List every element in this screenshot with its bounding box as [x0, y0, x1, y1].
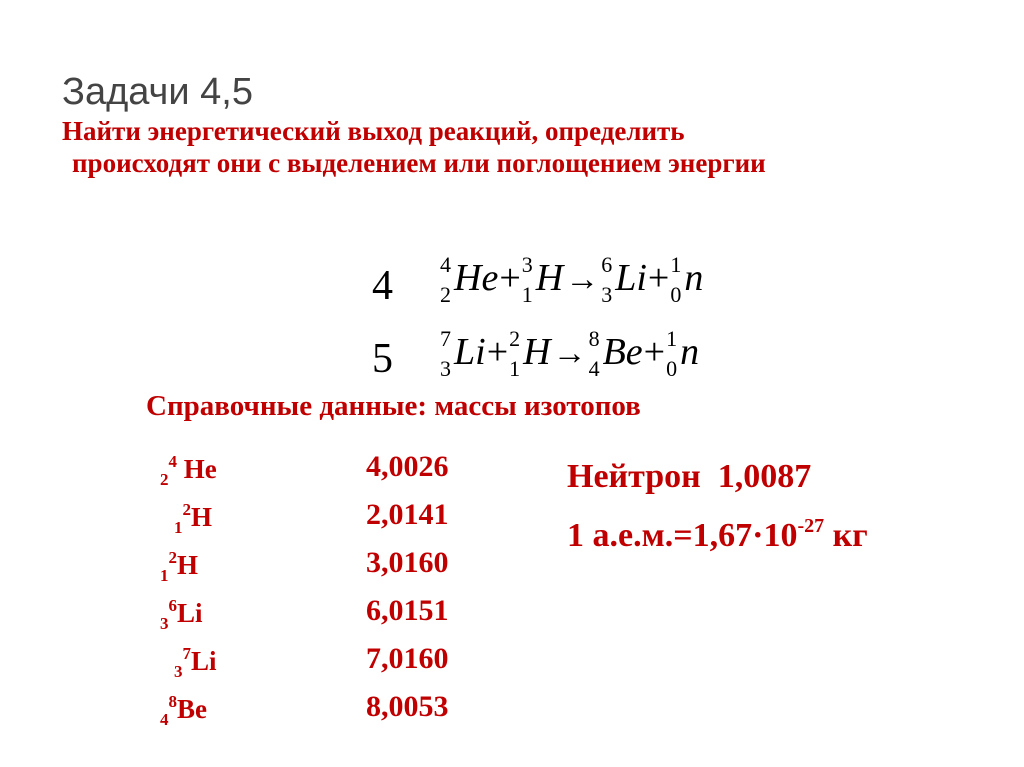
nuclide — [440, 326, 486, 381]
charge-number: 0 — [666, 356, 678, 381]
nuclide-indices — [670, 252, 684, 307]
amu-text: 1 а.е.м.=1,67·10 — [567, 517, 798, 554]
isotope-mass: 7,0160 — [366, 642, 449, 675]
equation-number-4: 4 — [372, 263, 393, 309]
isotope-mass: 6,0151 — [366, 594, 449, 627]
reaction-arrow: → — [552, 335, 587, 372]
isotope-label — [160, 596, 203, 634]
mass-number: 3 — [521, 252, 533, 277]
isotope-label — [160, 452, 217, 490]
element-symbol: n — [680, 331, 700, 373]
mass-number: 6 — [601, 252, 613, 277]
charge-number: 3 — [440, 356, 451, 381]
mass-number: 8 — [588, 326, 600, 351]
reference-title: Справочные данные: массы изотопов — [146, 390, 641, 422]
mass-number: 2 — [182, 500, 191, 519]
isotope-label — [174, 644, 217, 682]
element-symbol: H — [177, 550, 199, 580]
element-symbol: Li — [191, 646, 217, 676]
amu-exponent: -27 — [797, 515, 825, 537]
charge-number: 1 — [160, 566, 169, 585]
element-symbol: n — [684, 257, 704, 299]
isotope-label — [160, 548, 198, 586]
element-symbol: Be — [177, 694, 207, 724]
nuclide — [509, 326, 551, 381]
charge-number: 1 — [509, 356, 521, 381]
equation-number-5: 5 — [372, 336, 393, 382]
mass-number: 2 — [168, 548, 177, 567]
nuclide-indices — [601, 252, 615, 307]
nuclide-indices — [521, 252, 536, 307]
isotope-mass: 8,0053 — [366, 690, 449, 723]
charge-number: 4 — [588, 356, 600, 381]
nuclide — [588, 326, 643, 381]
element-symbol: H — [535, 257, 564, 299]
mass-number: 8 — [168, 692, 177, 711]
nuclide — [521, 252, 564, 307]
element-symbol: He — [454, 257, 499, 299]
reaction-equation-4 — [440, 252, 704, 307]
amu-definition — [567, 515, 868, 555]
page-title: Задачи 4,5 — [62, 71, 253, 113]
plus-sign: + — [643, 331, 666, 373]
isotope-mass: 3,0160 — [366, 546, 449, 579]
task-text-line-1: Найти энергетический выход реакций, определить — [62, 116, 685, 146]
mass-number: 6 — [168, 596, 177, 615]
nuclide-indices — [666, 326, 680, 381]
mass-number: 7 — [182, 644, 191, 663]
mass-number: 1 — [666, 326, 678, 351]
charge-number: 3 — [174, 662, 183, 681]
nuclide-indices — [440, 326, 454, 381]
neutron-mass-value: 1,0087 — [717, 458, 812, 495]
nuclide-indices — [509, 326, 523, 381]
charge-number: 3 — [601, 282, 613, 307]
plus-sign: + — [499, 257, 521, 299]
reaction-arrow: → — [565, 261, 600, 298]
nuclide-indices — [588, 326, 603, 381]
charge-number: 3 — [160, 614, 169, 633]
isotope-label — [160, 692, 207, 730]
nuclide — [601, 252, 647, 307]
mass-number: 4 — [440, 252, 451, 277]
charge-number: 2 — [440, 282, 451, 307]
mass-number: 7 — [440, 326, 451, 351]
plus-sign: + — [486, 331, 509, 373]
nuclide — [440, 252, 499, 307]
element-symbol: Be — [602, 331, 643, 373]
charge-number: 1 — [174, 518, 183, 537]
isotope-label — [174, 500, 212, 538]
element-symbol: Li — [177, 598, 203, 628]
task-text-line-2: происходят они с выделением или поглощением энергии — [72, 148, 766, 178]
neutron-mass — [567, 458, 811, 496]
neutron-label: Нейтрон — [567, 458, 701, 495]
reaction-equation-5 — [440, 326, 700, 381]
nuclide-indices — [440, 252, 454, 307]
mass-number: 4 — [168, 452, 177, 471]
element-symbol: H — [191, 502, 213, 532]
element-symbol: H — [523, 331, 551, 373]
amu-unit: кг — [824, 517, 868, 554]
nuclide — [666, 326, 700, 381]
mass-number: 1 — [670, 252, 682, 277]
plus-sign: + — [647, 257, 670, 299]
charge-number: 2 — [160, 470, 169, 489]
element-symbol: He — [177, 454, 217, 484]
charge-number: 1 — [521, 282, 533, 307]
nuclide — [670, 252, 704, 307]
charge-number: 4 — [160, 710, 169, 729]
element-symbol: Li — [454, 331, 486, 373]
isotope-mass: 4,0026 — [366, 450, 449, 483]
charge-number: 0 — [670, 282, 682, 307]
isotope-mass: 2,0141 — [366, 498, 449, 531]
element-symbol: Li — [615, 257, 647, 299]
mass-number: 2 — [509, 326, 521, 351]
